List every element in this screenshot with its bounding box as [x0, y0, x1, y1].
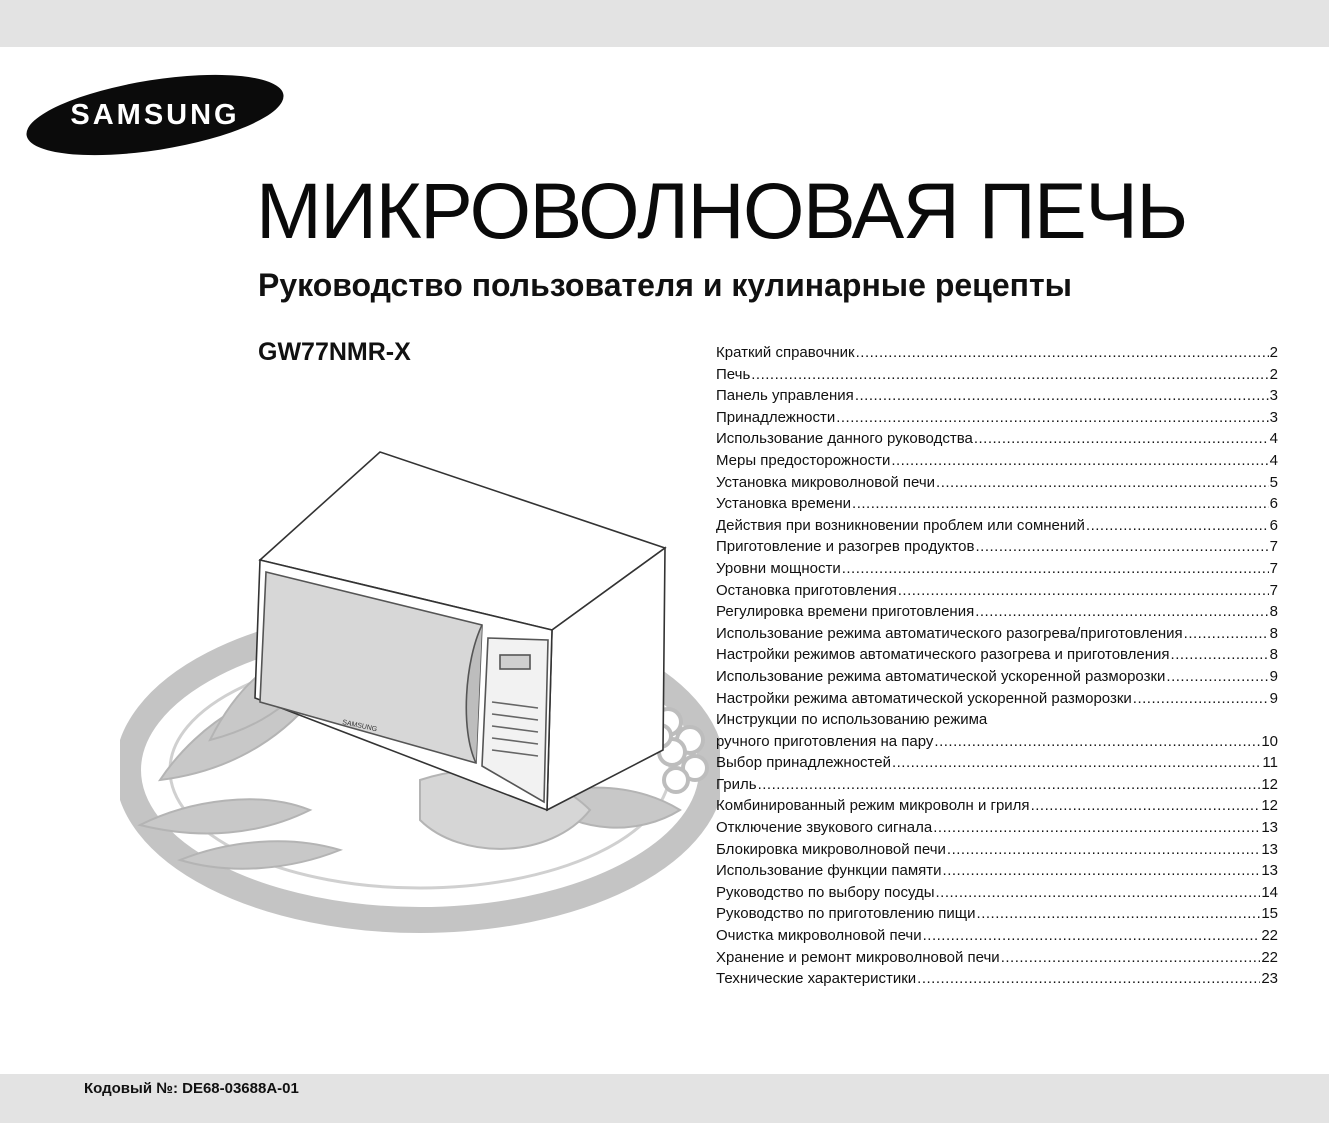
toc-item: [716, 752, 1278, 774]
toc-leader-dots: [1086, 515, 1269, 537]
toc-leader-dots: [975, 536, 1268, 558]
toc-leader-dots: [936, 472, 1269, 494]
toc-item-page: 9: [1269, 689, 1278, 707]
toc-leader-dots: [751, 364, 1268, 386]
toc-item: [716, 947, 1278, 969]
toc-item: [716, 558, 1278, 580]
toc-leader-dots: [1031, 795, 1261, 817]
toc-item-label: Технические характеристики: [716, 970, 917, 988]
toc-item-page: 8: [1269, 646, 1278, 664]
toc-item-label: Использование данного руководства: [716, 430, 973, 448]
toc-item-label: Настройки режима автоматической ускоренной разморозки: [716, 689, 1132, 707]
toc-item: [716, 839, 1278, 861]
toc-item: [716, 536, 1278, 558]
toc-item: [716, 817, 1278, 839]
toc-leader-dots: [935, 882, 1260, 904]
toc-item: [716, 407, 1278, 429]
toc-item-page: 3: [1269, 387, 1278, 405]
svg-text:SAMSUNG: SAMSUNG: [341, 719, 378, 734]
toc-item-page: 10: [1261, 732, 1278, 750]
toc-leader-dots: [856, 342, 1269, 364]
toc-item: [716, 774, 1278, 796]
toc-item-label: Уровни мощности: [716, 559, 841, 577]
toc-leader-dots: [1184, 623, 1269, 645]
toc-item-label: ручного приготовления на пару: [716, 732, 934, 750]
toc-item: [716, 580, 1278, 602]
toc-item-page: 5: [1269, 473, 1278, 491]
toc-item: [716, 493, 1278, 515]
toc-item-label: Приготовление и разогрев продуктов: [716, 538, 975, 556]
brand-wordmark: SAMSUNG: [70, 99, 240, 131]
toc-leader-dots: [852, 493, 1269, 515]
toc-item-page: 12: [1261, 797, 1278, 815]
toc-item-label: Очистка микроволновой печи: [716, 927, 922, 945]
toc-item-page: 13: [1261, 840, 1278, 858]
toc-item-label: Установка времени: [716, 495, 852, 513]
top-band: [0, 0, 1329, 47]
toc-leader-dots: [855, 385, 1269, 407]
toc-item-label: Действия при возникновении проблем или сомнений: [716, 516, 1085, 534]
toc-item: [716, 450, 1278, 472]
microwave-illustration: [120, 440, 720, 950]
toc-item: [716, 688, 1278, 710]
toc-item-page: 6: [1269, 516, 1278, 534]
toc-item-page: 11: [1262, 754, 1278, 772]
toc-item-page: 13: [1261, 862, 1278, 880]
toc-leader-dots: [1001, 947, 1261, 969]
toc-item-page: 8: [1269, 603, 1278, 621]
toc-item: [716, 515, 1278, 537]
toc-item: [716, 623, 1278, 645]
toc-leader-dots: [898, 580, 1269, 602]
toc-item-label: Инструкции по использованию режима: [716, 711, 988, 729]
toc-leader-dots: [977, 903, 1261, 925]
toc-item-label: Использование режима автоматической ускоренной разморозки: [716, 667, 1166, 685]
toc-item: [716, 968, 1278, 990]
code-number: Кодовый №: DE68-03688A-01: [84, 1080, 299, 1097]
toc-item: [716, 601, 1278, 623]
toc-item-label: Гриль: [716, 775, 757, 793]
toc-item-page: 12: [1261, 775, 1278, 793]
subtitle: Руководство пользователя и кулинарные рецепты: [258, 267, 1072, 303]
toc-item-label: Выбор принадлежностей: [716, 754, 891, 772]
toc-leader-dots: [943, 860, 1261, 882]
toc-item-page: 8: [1269, 624, 1278, 642]
toc-item-page: 6: [1269, 495, 1278, 513]
toc-item-label: Панель управления: [716, 387, 854, 405]
toc-leader-dots: [975, 601, 1268, 623]
toc-item-label: Установка микроволновой печи: [716, 473, 936, 491]
toc-item: [716, 644, 1278, 666]
toc-item: [716, 666, 1278, 688]
toc-item-label: Использование режима автоматического разогрева/приготовления: [716, 624, 1183, 642]
toc-item-label: Краткий справочник: [716, 344, 855, 361]
toc-leader-dots: [1133, 688, 1269, 710]
toc-item-label: Настройки режимов автоматического разогрева и приготовления: [716, 646, 1170, 664]
samsung-logo: [24, 70, 286, 160]
toc-leader-dots: [758, 774, 1261, 796]
toc-item: [716, 860, 1278, 882]
toc-item: [716, 709, 1278, 731]
toc-item-label: Отключение звукового сигнала: [716, 819, 933, 837]
toc-item-label: Печь: [716, 365, 751, 383]
toc-item-label: Руководство по приготовлению пищи: [716, 905, 976, 923]
toc-item: [716, 472, 1278, 494]
toc-item: [716, 364, 1278, 386]
toc-item: [716, 342, 1278, 364]
toc-item-page: 13: [1261, 819, 1278, 837]
toc-item: [716, 731, 1278, 753]
toc-item-page: 22: [1261, 927, 1278, 945]
page-title: МИКРОВОЛНОВАЯ ПЕЧЬ: [256, 166, 1187, 255]
toc-leader-dots: [891, 450, 1268, 472]
toc-item: [716, 385, 1278, 407]
toc-item-label: Комбинированный режим микроволн и гриля: [716, 797, 1030, 815]
toc-item-label: Меры предосторожности: [716, 451, 891, 469]
toc-item-page: 23: [1261, 970, 1278, 988]
toc-item-label: Блокировка микроволновой печи: [716, 840, 946, 858]
toc-item-page: 22: [1261, 948, 1278, 966]
toc-item-page: 15: [1261, 905, 1278, 923]
toc-item: [716, 925, 1278, 947]
toc-leader-dots: [1171, 644, 1269, 666]
toc-item: [716, 428, 1278, 450]
toc-leader-dots: [923, 925, 1261, 947]
toc-item-page: 7: [1269, 581, 1278, 599]
toc-leader-dots: [947, 839, 1260, 861]
toc-item-label: Использование функции памяти: [716, 862, 942, 880]
toc-item-label: Остановка приготовления: [716, 581, 897, 599]
toc-leader-dots: [974, 428, 1269, 450]
toc-item: [716, 882, 1278, 904]
toc-leader-dots: [1166, 666, 1268, 688]
toc-item-page: 2: [1269, 344, 1278, 361]
toc-item-page: 4: [1269, 451, 1278, 469]
toc-leader-dots: [917, 968, 1260, 990]
toc-item: [716, 903, 1278, 925]
toc-item-page: 3: [1269, 408, 1278, 426]
toc-item-label: Хранение и ремонт микроволновой печи: [716, 948, 1000, 966]
toc-item-page: 2: [1269, 365, 1278, 383]
toc-leader-dots: [836, 407, 1268, 429]
toc-item-page: 14: [1261, 883, 1278, 901]
table-of-contents: [716, 342, 1278, 990]
model-number: GW77NMR-X: [258, 338, 411, 366]
toc-item: [716, 795, 1278, 817]
toc-item-label: Регулировка времени приготовления: [716, 603, 975, 621]
toc-item-label: Принадлежности: [716, 408, 836, 426]
toc-leader-dots: [842, 558, 1269, 580]
toc-item-page: 7: [1269, 538, 1278, 556]
toc-item-label: Руководство по выбору посуды: [716, 883, 935, 901]
toc-leader-dots: [933, 817, 1260, 839]
toc-item-page: 9: [1269, 667, 1278, 685]
toc-item-page: 7: [1269, 559, 1278, 577]
microwave-graphic: [255, 452, 665, 810]
toc-item-page: 4: [1269, 430, 1278, 448]
toc-leader-dots: [892, 752, 1261, 774]
toc-leader-dots: [934, 731, 1260, 753]
